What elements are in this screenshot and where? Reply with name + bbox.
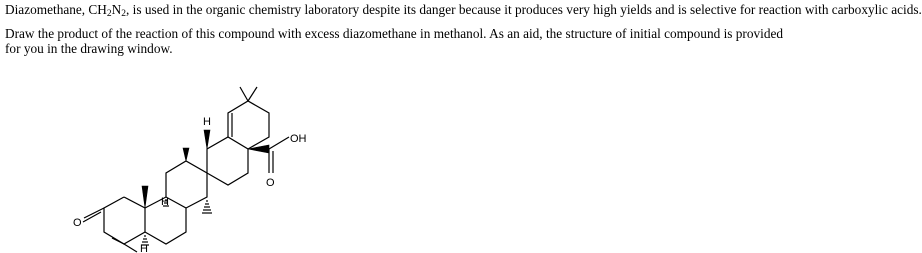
c14-hashed-methyl	[202, 201, 212, 213]
intro-text-part2: N	[111, 2, 122, 17]
ring-d-bonds	[207, 137, 248, 185]
c17-carboxyl-wedge	[248, 145, 269, 153]
c18-h-wedge	[204, 130, 210, 149]
acid-c-oh-bond	[269, 137, 289, 149]
ring-a-bonds	[104, 197, 145, 244]
question-instruction: Draw the product of the reaction of this compound with excess diazomethane in methanol. As an aid, the structure of initial compound is provided for you in the drawing window.	[5, 26, 784, 56]
ring-e-bonds	[228, 101, 269, 149]
c8-methyl-wedge	[183, 148, 189, 161]
ketone-oxygen-label: O	[73, 217, 82, 229]
ring-e-methyl-2	[248, 87, 257, 101]
oh-label: OH	[290, 133, 307, 145]
intro-subscript-2: 2	[121, 9, 127, 19]
chemical-structure-diagram	[0, 60, 360, 253]
ring-e-methyl-1	[240, 87, 248, 101]
intro-subscript-1: 2	[106, 9, 112, 19]
gem-methyl-2	[124, 244, 137, 252]
h-top-label: H	[203, 116, 211, 128]
intro-text-part1: Diazomethane, CH	[5, 2, 107, 17]
h-bottom-label: H	[140, 243, 148, 253]
intro-text-part3: , is used in the organic chemistry laboratory despite its danger because it produces very high yields and is selective for reaction with carboxylic acids.	[126, 2, 922, 17]
acid-oxygen-label: O	[266, 177, 275, 189]
h-mid-label: H	[161, 196, 169, 208]
c10-methyl-wedge	[142, 186, 148, 208]
gem-methyl-1	[112, 238, 124, 244]
question-intro	[5, 1, 922, 19]
